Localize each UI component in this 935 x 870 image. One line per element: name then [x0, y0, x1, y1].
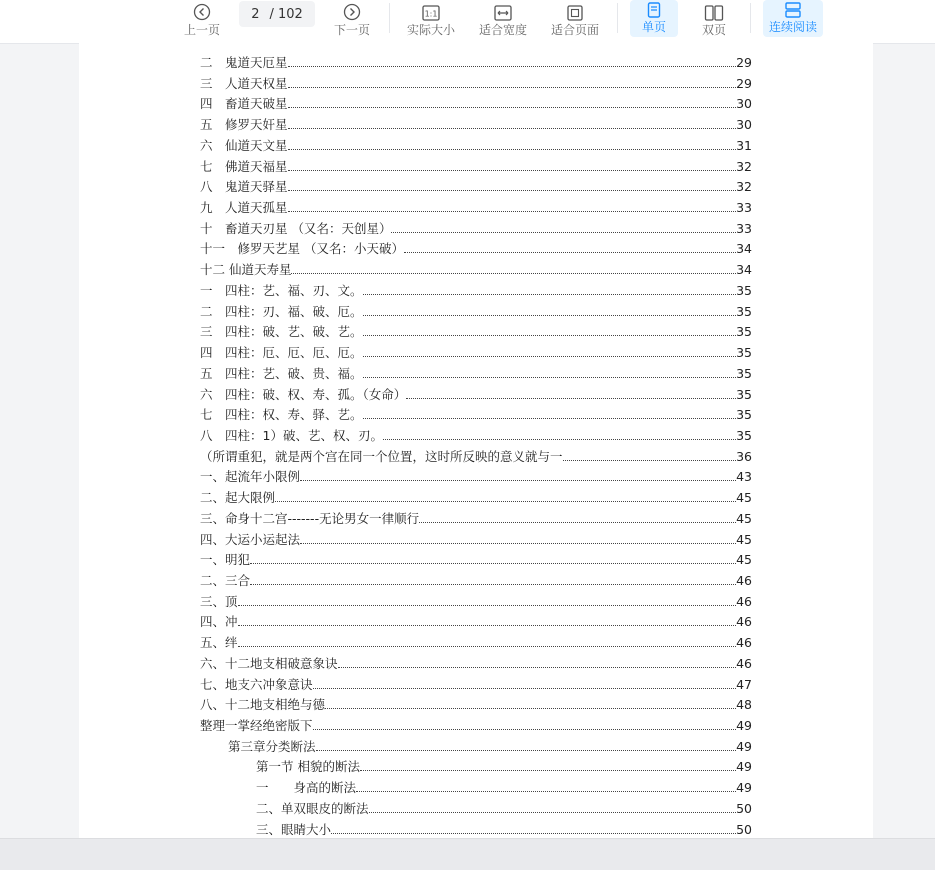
- toc-leader-dots: [288, 170, 736, 171]
- toc-entry-page-number: 49: [736, 716, 752, 736]
- toc-leader-dots: [250, 584, 736, 585]
- toc-leader-dots: [288, 128, 736, 129]
- toc-entry-page-number: 46: [736, 571, 752, 591]
- toc-entry[interactable]: [79, 695, 873, 715]
- toc-entry[interactable]: [79, 74, 873, 94]
- toc-entry-title: 六、十二地支相破意象诀: [200, 654, 338, 674]
- toc-leader-dots: [288, 107, 736, 108]
- toc-entry-page-number: 48: [736, 695, 752, 715]
- toc-entry-title: 五、绊: [200, 633, 238, 653]
- toc-entry-title: 五 修罗天奸星: [200, 115, 288, 135]
- toc-leader-dots: [325, 708, 736, 709]
- toc-entry-title: 三 人道天权星: [200, 74, 288, 94]
- toc-entry-page-number: 43: [736, 467, 752, 487]
- toc-entry[interactable]: [79, 385, 873, 405]
- toc-leader-dots: [356, 791, 736, 792]
- double-page-label: 双页: [701, 23, 726, 37]
- toc-entry-page-number: 35: [736, 302, 752, 322]
- toc-entry[interactable]: [79, 219, 873, 239]
- toc-entry-page-number: 35: [736, 385, 752, 405]
- toc-entry-title: 七、地支六冲象意诀: [200, 675, 313, 695]
- toc-entry-title: 二、起大限例: [200, 488, 275, 508]
- toc-entry[interactable]: [79, 509, 873, 529]
- toc-leader-dots: [360, 770, 736, 771]
- toc-entry-page-number: 50: [736, 820, 752, 838]
- toc-entry[interactable]: [79, 571, 873, 591]
- toc-leader-dots: [288, 211, 736, 212]
- toc-entry-page-number: 32: [736, 177, 752, 197]
- toc-entry[interactable]: [79, 612, 873, 632]
- toc-entry[interactable]: [79, 364, 873, 384]
- toc-entry[interactable]: [79, 592, 873, 612]
- toc-entry-page-number: 33: [736, 219, 752, 239]
- toc-leader-dots: [313, 688, 736, 689]
- toc-entry-title: 三、顶: [200, 592, 238, 612]
- toc-entry-page-number: 32: [736, 157, 752, 177]
- total-pages: / 102: [269, 6, 303, 22]
- toc-entry[interactable]: [79, 426, 873, 446]
- toc-leader-dots: [238, 625, 736, 626]
- toc-entry[interactable]: [79, 820, 873, 838]
- toc-leader-dots: [288, 87, 736, 88]
- toc-entry[interactable]: [79, 447, 873, 467]
- toc-leader-dots: [363, 418, 736, 419]
- toc-entry-page-number: 35: [736, 281, 752, 301]
- toc-entry-page-number: 45: [736, 530, 752, 550]
- toolbar-divider: [750, 3, 751, 33]
- toc-leader-dots: [288, 66, 736, 67]
- toc-entry-title: 一、明犯: [200, 550, 250, 570]
- toc-leader-dots: [406, 398, 736, 399]
- toc-entry-page-number: 35: [736, 426, 752, 446]
- toc-entry-page-number: 46: [736, 612, 752, 632]
- toc-entry-page-number: 46: [736, 592, 752, 612]
- toc-leader-dots: [369, 812, 736, 813]
- toc-leader-dots: [288, 149, 736, 150]
- continuous-reading-button[interactable]: [763, 0, 823, 37]
- viewer-toolbar: [0, 0, 935, 44]
- toc-entry-page-number: 33: [736, 198, 752, 218]
- toc-entry-title: （所谓重犯，就是两个宫在同一个位置，这时所反映的意义就与一: [200, 447, 563, 467]
- toc-entry-title: 八 四柱：1）破、艺、权、刃。: [200, 426, 383, 446]
- toc-entry-page-number: 35: [736, 322, 752, 342]
- toc-leader-dots: [238, 605, 736, 606]
- toc-entry-title: 六 四柱：破、权、寿、孤。（女命）: [200, 385, 406, 405]
- double-page-button[interactable]: [690, 0, 738, 40]
- toc-entry[interactable]: [79, 405, 873, 425]
- fit-page-label: 适合页面: [550, 23, 599, 37]
- prev-page-label: 上一页: [183, 23, 220, 37]
- continuous-reading-label: 连续阅读: [768, 20, 817, 34]
- continuous-scroll-icon: [784, 2, 802, 18]
- toc-leader-dots: [391, 232, 736, 233]
- toc-entry-title: 一、起流年小限例: [200, 467, 300, 487]
- toc-entry-page-number: 29: [736, 74, 752, 94]
- toc-entry[interactable]: [79, 633, 873, 653]
- toc-entry-title: 第三章分类断法: [228, 737, 316, 757]
- toc-leader-dots: [313, 729, 736, 730]
- toc-leader-dots: [300, 480, 736, 481]
- toc-entry-page-number: 49: [736, 778, 752, 798]
- single-page-label: 单页: [641, 20, 666, 34]
- bottom-status-bar: [0, 838, 935, 870]
- toc-entry-page-number: 34: [736, 260, 752, 280]
- toc-leader-dots: [419, 522, 736, 523]
- toc-leader-dots: [238, 646, 736, 647]
- chevron-right-icon: [343, 3, 361, 21]
- toc-leader-dots: [300, 543, 736, 544]
- toc-entry[interactable]: [79, 198, 873, 218]
- toc-entry-title: 九 人道天孤星: [200, 198, 288, 218]
- toc-entry-title: 三 四柱：破、艺、破、艺。: [200, 322, 363, 342]
- toc-leader-dots: [363, 377, 736, 378]
- fit-page-icon: [566, 5, 584, 21]
- toc-entry-title: 二、单双眼皮的断法: [256, 799, 369, 819]
- toc-entry-page-number: 30: [736, 94, 752, 114]
- toc-entry-title: 八、十二地支相绝与德: [200, 695, 325, 715]
- toc-leader-dots: [363, 315, 736, 316]
- actual-size-button[interactable]: [402, 0, 460, 40]
- toc-entry[interactable]: [79, 281, 873, 301]
- toc-entry[interactable]: [79, 302, 873, 322]
- toc-leader-dots: [363, 335, 736, 336]
- toc-entry[interactable]: [79, 322, 873, 342]
- toc-entry-title: 四、大运小运起法: [200, 530, 300, 550]
- toc-entry-page-number: 46: [736, 654, 752, 674]
- toc-entry[interactable]: [79, 467, 873, 487]
- actual-size-label: 实际大小: [406, 23, 455, 37]
- toc-entry-page-number: 35: [736, 405, 752, 425]
- toc-entry-title: 十一 修罗天艺星 （又名：小天破）: [200, 239, 404, 259]
- toc-leader-dots: [404, 252, 736, 253]
- current-page[interactable]: 2: [251, 6, 260, 22]
- next-page-button[interactable]: [326, 0, 378, 40]
- toc-entry-page-number: 45: [736, 488, 752, 508]
- toc-entry-title: 五 四柱：艺、破、贵、福。: [200, 364, 363, 384]
- page-number-input[interactable]: [239, 1, 315, 27]
- toc-entry-title: 一 四柱：艺、福、刃、文。: [200, 281, 363, 301]
- single-page-button[interactable]: [630, 0, 678, 37]
- toc-leader-dots: [291, 273, 736, 274]
- toc-entry[interactable]: [79, 654, 873, 674]
- toc-entry[interactable]: [79, 778, 873, 798]
- toc-entry-page-number: 29: [736, 53, 752, 73]
- toc-entry[interactable]: [79, 343, 873, 363]
- toc-entry-page-number: 45: [736, 550, 752, 570]
- toc-entry[interactable]: [79, 260, 873, 280]
- toc-entry-title: 七 四柱：权、寿、驿、艺。: [200, 405, 363, 425]
- chevron-left-icon: [193, 3, 211, 21]
- toc-entry-page-number: 35: [736, 343, 752, 363]
- toc-entry-page-number: 45: [736, 509, 752, 529]
- toc-entry-title: 十二 仙道天寿星: [200, 260, 291, 280]
- toc-entry-title: 十 畜道天刃星 （又名：天创星）: [200, 219, 391, 239]
- toc-entry[interactable]: [79, 94, 873, 114]
- prev-page-button[interactable]: [176, 0, 228, 40]
- toc-entry-title: 四 畜道天破星: [200, 94, 288, 114]
- toc-entry-title: 六 仙道天文星: [200, 136, 288, 156]
- fit-page-button[interactable]: [546, 0, 604, 40]
- toc-entry[interactable]: [79, 737, 873, 757]
- document-page: [79, 43, 873, 838]
- toc-entry[interactable]: [79, 488, 873, 508]
- toc-entry[interactable]: [79, 115, 873, 135]
- toolbar-divider: [389, 3, 390, 33]
- toc-leader-dots: [275, 501, 736, 502]
- toc-leader-dots: [363, 356, 736, 357]
- toc-entry-title: 三、眼睛大小: [256, 820, 331, 838]
- toc-leader-dots: [316, 750, 736, 751]
- toc-entry-page-number: 49: [736, 757, 752, 777]
- toc-leader-dots: [288, 190, 736, 191]
- toc-entry-title: 第一节 相貌的断法: [256, 757, 360, 777]
- toc-entry-title: 二 鬼道天厄星: [200, 53, 288, 73]
- toc-leader-dots: [338, 667, 736, 668]
- toc-entry-title: 八 鬼道天驿星: [200, 177, 288, 197]
- svg-text:1:1: 1:1: [424, 9, 438, 19]
- toc-entry[interactable]: [79, 239, 873, 259]
- toc-entry-title: 四 四柱：厄、厄、厄、厄。: [200, 343, 363, 363]
- actual-size-icon: [422, 5, 440, 21]
- toc-entry-page-number: 31: [736, 136, 752, 156]
- toc-entry[interactable]: [79, 530, 873, 550]
- toc-entry[interactable]: [79, 799, 873, 819]
- toc-entry-title: 四、冲: [200, 612, 238, 632]
- fit-width-icon: [494, 5, 512, 21]
- toc-entry-title: 一 身高的断法: [256, 778, 356, 798]
- double-page-icon: [704, 5, 724, 21]
- toc-entry-title: 二、三合: [200, 571, 250, 591]
- toc-entry[interactable]: [79, 136, 873, 156]
- toc-entry[interactable]: [79, 675, 873, 695]
- toc-leader-dots: [331, 833, 736, 834]
- toc-leader-dots: [383, 439, 736, 440]
- toc-leader-dots: [563, 460, 736, 461]
- toc-leader-dots: [363, 294, 736, 295]
- toc-entry[interactable]: [79, 53, 873, 73]
- toc-entry[interactable]: [79, 757, 873, 777]
- toc-entry-page-number: 30: [736, 115, 752, 135]
- fit-width-label: 适合宽度: [478, 23, 527, 37]
- fit-width-button[interactable]: [474, 0, 532, 40]
- toc-entry-page-number: 35: [736, 364, 752, 384]
- toc-entry-page-number: 47: [736, 675, 752, 695]
- toc-entry[interactable]: [79, 177, 873, 197]
- toc-entry-title: 整理一掌经绝密版下: [200, 716, 313, 736]
- toc-entry-title: 三、命身十二宫-------无论男女一律顺行: [200, 509, 419, 529]
- toc-entry-title: 二 四柱：刃、福、破、厄。: [200, 302, 363, 322]
- toc-entry-page-number: 36: [736, 447, 752, 467]
- toc-entry-page-number: 34: [736, 239, 752, 259]
- toc-entry[interactable]: [79, 550, 873, 570]
- toolbar-divider: [617, 3, 618, 33]
- toc-entry[interactable]: [79, 157, 873, 177]
- toc-leader-dots: [250, 563, 736, 564]
- toc-entry[interactable]: [79, 716, 873, 736]
- next-page-label: 下一页: [333, 23, 370, 37]
- toc-entry-page-number: 46: [736, 633, 752, 653]
- toc-entry-title: 七 佛道天福星: [200, 157, 288, 177]
- toc-entry-page-number: 50: [736, 799, 752, 819]
- toc-entry-page-number: 49: [736, 737, 752, 757]
- single-page-icon: [647, 2, 661, 18]
